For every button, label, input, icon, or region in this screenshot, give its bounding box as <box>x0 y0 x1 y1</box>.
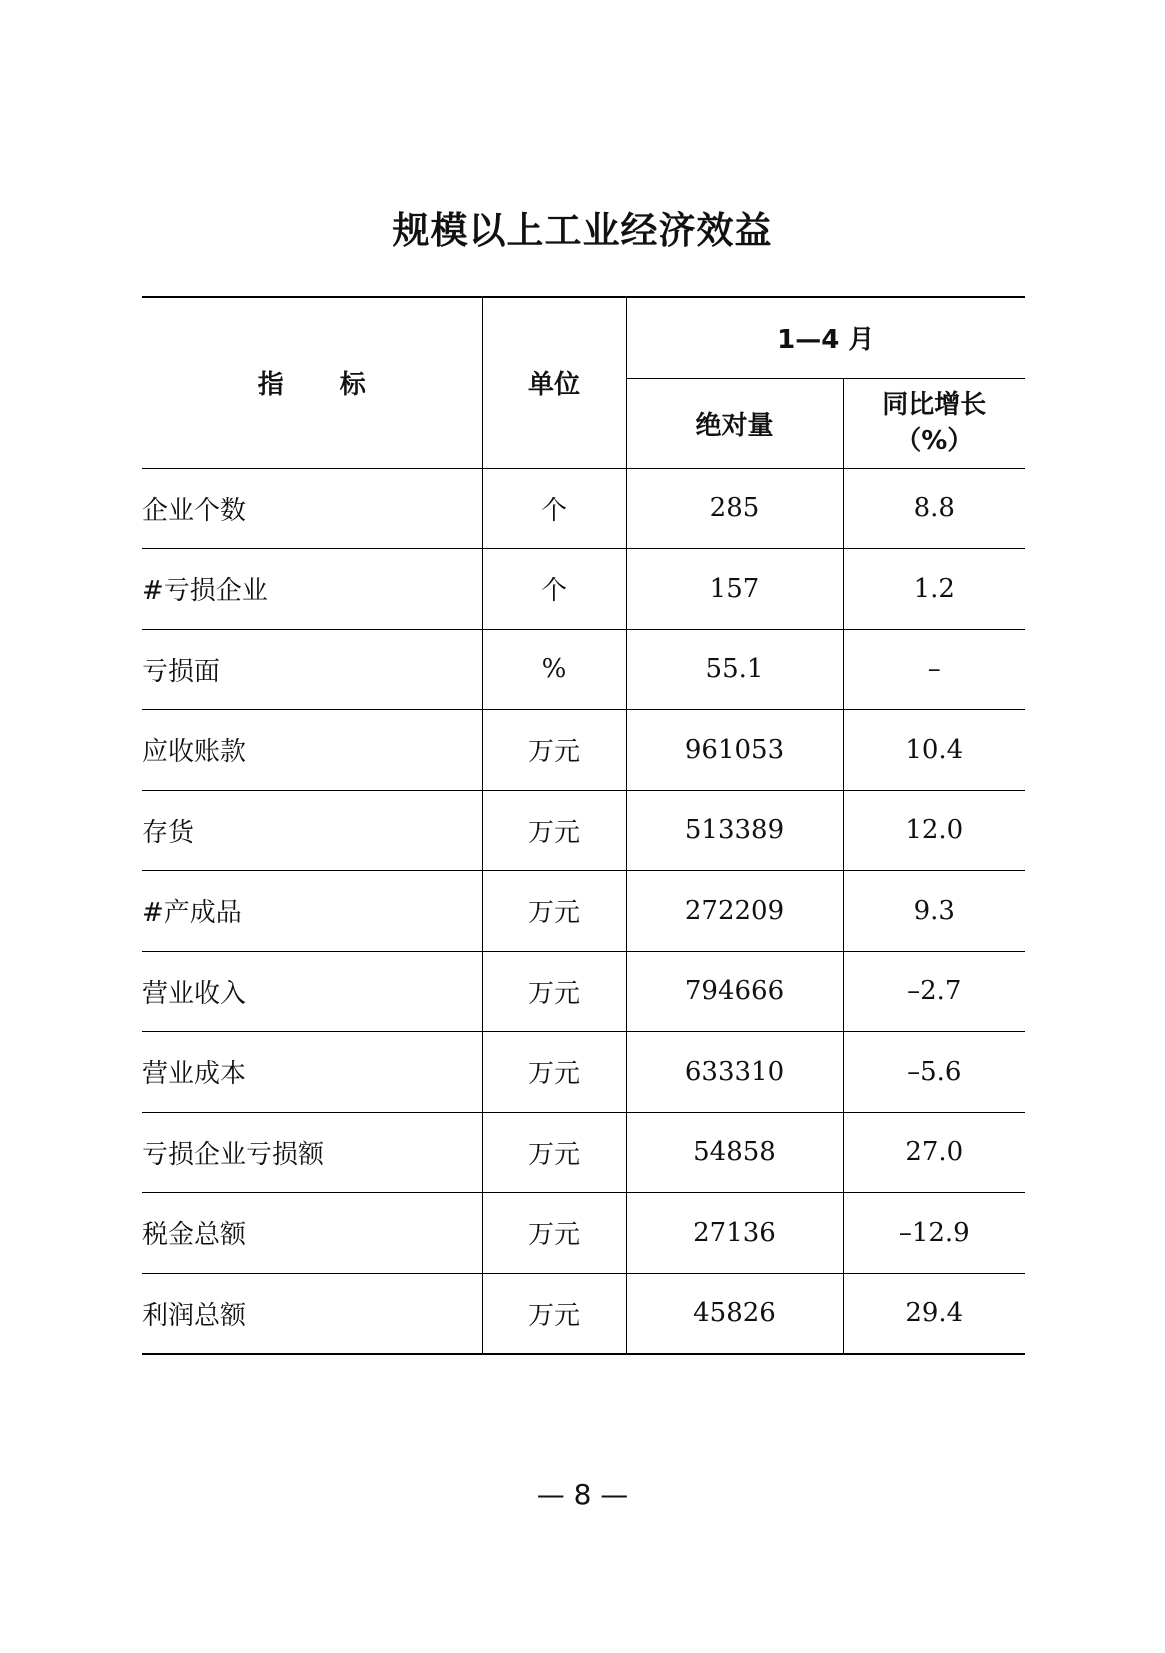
header-yoy <box>843 378 1025 468</box>
cell-yoy: –2.7 <box>843 951 1025 1032</box>
header-unit: 单位 <box>482 297 626 468</box>
cell-unit: 万元 <box>482 1112 626 1193</box>
table-row <box>142 1112 1025 1193</box>
cell-unit: 万元 <box>482 871 626 952</box>
cell-absolute: 633310 <box>626 1032 843 1113</box>
table-row <box>142 790 1025 871</box>
cell-unit: 万元 <box>482 1193 626 1274</box>
header-indicator <box>142 297 482 468</box>
cell-yoy: – <box>843 629 1025 710</box>
cell-unit: 万元 <box>482 1032 626 1113</box>
cell-unit: 万元 <box>482 1273 626 1354</box>
cell-yoy: 8.8 <box>843 468 1025 549</box>
cell-indicator: 利润总额 <box>142 1273 482 1354</box>
table-row <box>142 468 1025 549</box>
cell-absolute: 157 <box>626 549 843 630</box>
table-row <box>142 1032 1025 1113</box>
cell-yoy: 27.0 <box>843 1112 1025 1193</box>
cell-indicator: 企业个数 <box>142 468 482 549</box>
cell-unit: % <box>482 629 626 710</box>
cell-unit: 个 <box>482 549 626 630</box>
cell-indicator: 应收账款 <box>142 710 482 791</box>
cell-yoy: 9.3 <box>843 871 1025 952</box>
cell-absolute: 272209 <box>626 871 843 952</box>
cell-yoy: 29.4 <box>843 1273 1025 1354</box>
table-row <box>142 1273 1025 1354</box>
table-header <box>142 297 1025 468</box>
cell-indicator: 亏损面 <box>142 629 482 710</box>
page-title: 规模以上工业经济效益 <box>392 209 773 252</box>
cell-unit: 万元 <box>482 951 626 1032</box>
cell-yoy: –5.6 <box>843 1032 1025 1113</box>
page-number: — 8 — <box>536 1478 629 1511</box>
cell-absolute: 285 <box>626 468 843 549</box>
cell-indicator: 营业成本 <box>142 1032 482 1113</box>
economic-benefits-table <box>142 296 1025 1355</box>
table-row <box>142 871 1025 952</box>
cell-absolute: 55.1 <box>626 629 843 710</box>
cell-yoy: 12.0 <box>843 790 1025 871</box>
cell-absolute: 513389 <box>626 790 843 871</box>
table-row <box>142 710 1025 791</box>
header-indicator-part1: 指 <box>257 370 284 401</box>
cell-yoy: 10.4 <box>843 710 1025 791</box>
cell-absolute: 27136 <box>626 1193 843 1274</box>
header-absolute: 绝对量 <box>626 378 843 468</box>
cell-unit: 万元 <box>482 710 626 791</box>
cell-absolute: 794666 <box>626 951 843 1032</box>
table-row <box>142 1193 1025 1274</box>
header-indicator-part2: 标 <box>339 370 366 401</box>
header-yoy-line2: （%） <box>895 426 974 456</box>
cell-indicator: 营业收入 <box>142 951 482 1032</box>
cell-indicator: 亏损企业亏损额 <box>142 1112 482 1193</box>
table-row <box>142 629 1025 710</box>
header-yoy-line1: 同比增长 <box>882 390 987 420</box>
table-body <box>142 468 1025 1354</box>
cell-absolute: 45826 <box>626 1273 843 1354</box>
cell-unit: 个 <box>482 468 626 549</box>
cell-indicator: #亏损企业 <box>142 549 482 630</box>
cell-yoy: 1.2 <box>843 549 1025 630</box>
cell-unit: 万元 <box>482 790 626 871</box>
table-row <box>142 951 1025 1032</box>
cell-indicator: 税金总额 <box>142 1193 482 1274</box>
cell-indicator: 存货 <box>142 790 482 871</box>
table-row <box>142 549 1025 630</box>
cell-yoy: –12.9 <box>843 1193 1025 1274</box>
cell-absolute: 961053 <box>626 710 843 791</box>
cell-absolute: 54858 <box>626 1112 843 1193</box>
cell-indicator: #产成品 <box>142 871 482 952</box>
header-period: 1—4 月 <box>626 297 1025 378</box>
